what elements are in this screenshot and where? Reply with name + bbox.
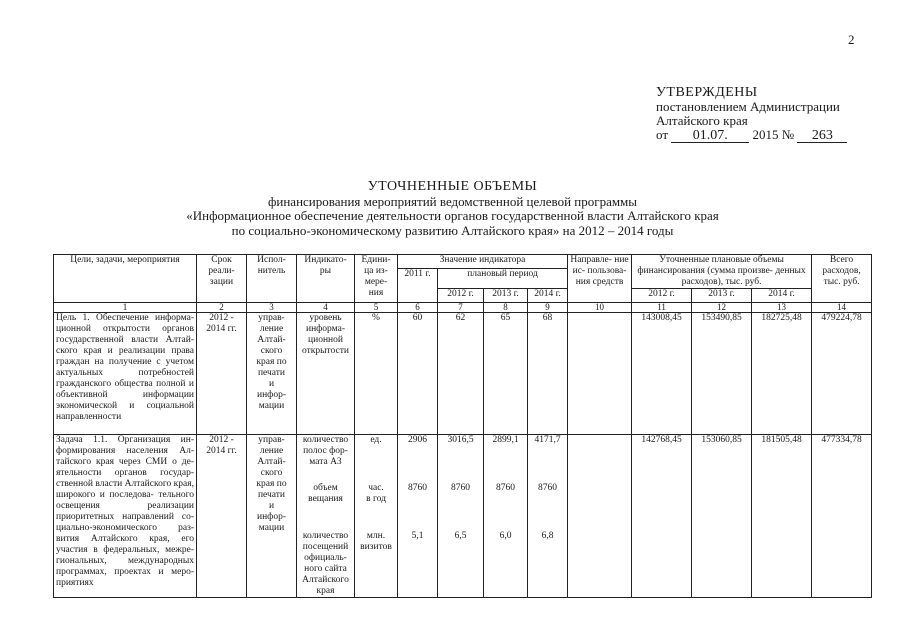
value-2011: 60 (398, 313, 438, 435)
value-2013: 65 (484, 313, 528, 435)
column-number: 5 (355, 303, 398, 313)
value-line: 4171,7 (534, 435, 561, 445)
fin-2013: 153060,85 (692, 435, 752, 598)
value-line: 3016,5 (447, 435, 474, 445)
executor-cell (247, 435, 297, 598)
executor-line: ление (259, 324, 284, 334)
indicator-line: вещания (308, 494, 343, 504)
indicator-line: объем (313, 483, 338, 493)
table-row (54, 435, 872, 598)
financing-table (53, 254, 872, 598)
indicator-line: количество (302, 435, 349, 445)
fin-2012: 143008,45 (632, 313, 692, 435)
executor-line: и (268, 501, 275, 511)
unit-line: ед. (370, 435, 382, 445)
header-indicators: Индикато- ры (297, 255, 355, 303)
executor-line: мации (258, 401, 285, 411)
table-row (54, 313, 872, 435)
executor-line: мации (258, 523, 285, 533)
executor-line: инфор- (257, 512, 286, 522)
approval-year-label: 2015 № (752, 127, 795, 142)
indicator-line: Алтайского (302, 575, 349, 585)
column-number: 6 (398, 303, 438, 313)
unit-line: в год (366, 494, 386, 504)
approval-line-2: Алтайского края (656, 113, 748, 128)
executor-line: печати (257, 490, 286, 500)
column-number: 4 (297, 303, 355, 313)
executor-line: и (268, 379, 275, 389)
value-2014 (528, 435, 568, 598)
title-line-1: финансирования мероприятий ведомственной целевой программы (267, 193, 638, 209)
indicator-line: мата А3 (309, 457, 342, 467)
executor-line: печати (257, 368, 286, 378)
value-line: 2899,1 (492, 435, 519, 445)
executor-cell (247, 313, 297, 435)
total-cell: 477334,78 (812, 435, 872, 598)
value-line: 6,8 (541, 531, 554, 541)
value-line: 5,1 (411, 531, 424, 541)
approval-date: 01.07. (671, 129, 749, 143)
indicator-cell (297, 313, 355, 435)
indicator-line: посещений (302, 542, 349, 552)
column-number: 3 (247, 303, 297, 313)
column-number: 7 (438, 303, 484, 313)
header-planned-volumes: Уточненные плановые объемы финансирования (сумма произве- денных расходов), тыс. руб. (632, 255, 812, 289)
value-2011 (398, 435, 438, 598)
column-number: 14 (812, 303, 872, 313)
indicator-line: информа- (305, 324, 345, 334)
goal-text: Цель 1. Обеспечение информа- ционной открытости органов государственной власти Алтай- ского края и реализации права граждан на получение с учетом актуальных потребностей гражданского общества полной и объективной информации экономической и социальной направленности (54, 313, 197, 435)
column-number: 1 (54, 303, 197, 313)
header-fin-2014: 2014 г. (752, 289, 812, 303)
indicator-cell (297, 435, 355, 598)
header-2012: 2012 г. (438, 289, 484, 303)
approval-from-label: от (656, 127, 669, 142)
column-number: 2 (197, 303, 247, 313)
approval-stamp (656, 86, 847, 143)
indicator-line: ного сайта (304, 564, 347, 574)
header-executor: Испол- нитель (247, 255, 297, 303)
title-line-3: по социально-экономическому развитию Алтайского края» на 2012 – 2014 годы (231, 222, 674, 238)
header-2011: 2011 г. (398, 269, 438, 303)
value-line: 6,5 (454, 531, 467, 541)
column-number: 13 (752, 303, 812, 313)
approval-heading: УТВЕРЖДЕНЫ (656, 85, 758, 100)
direction-cell (568, 313, 632, 435)
executor-line: ление (259, 446, 284, 456)
header-2014: 2014 г. (528, 289, 568, 303)
value-2012: 62 (438, 313, 484, 435)
unit-line: млн. (366, 531, 386, 541)
column-number-row (54, 303, 872, 313)
header-total: Всего расходов, тыс. руб. (812, 255, 872, 303)
indicator-line: края (316, 586, 335, 596)
approval-number: 263 (797, 129, 847, 143)
indicator-line: полос фор- (303, 446, 348, 456)
value-line: 8760 (408, 483, 427, 493)
fin-2014: 182725,48 (752, 313, 812, 435)
approval-date-line (656, 128, 847, 143)
header-direction: Направле- ние ис- пользова- ния средств (568, 255, 632, 303)
approval-line-1: постановлением Администрации (656, 99, 840, 114)
value-line: 8760 (496, 483, 515, 493)
header-fin-2012: 2012 г. (632, 289, 692, 303)
column-number: 9 (528, 303, 568, 313)
executor-line: управ- (258, 435, 285, 445)
value-2012 (438, 435, 484, 598)
title-line-2: «Информационное обеспечение деятельности органов государственной власти Алтайского края (186, 208, 719, 223)
title-main: УТОЧНЕННЫЕ ОБЪЕМЫ (367, 179, 538, 194)
value-line: 2906 (408, 435, 427, 445)
header-unit: Едини- ца из- мере- ния (355, 255, 398, 303)
page-number: 2 (848, 32, 855, 47)
direction-cell (568, 435, 632, 598)
executor-line: Алтай- (257, 457, 286, 467)
fin-2012: 142768,45 (632, 435, 692, 598)
unit-cell: % (355, 313, 398, 435)
header-goals: Цели, задачи, мероприятия (54, 255, 197, 303)
unit-line: час. (368, 483, 384, 493)
executor-line: края по (256, 479, 287, 489)
fin-2014: 181505,48 (752, 435, 812, 598)
unit-cell (355, 435, 398, 598)
goal-text: Задача 1.1. Организация ин- формирования населения Ал- тайского края через СМИ о де- ятельности органов государ- ственной власти Алтайского края, широкого и последова- тельного освещения реализации приоритетных направлений со- циально-экономического раз- вития Алтайского края, его участия в федеральных, межре- гиональных, международных программах, проектах и меро- приятиях (54, 435, 197, 598)
indicator-line: ционной (308, 335, 343, 345)
column-number: 10 (568, 303, 632, 313)
header-planned-period: плановый период (438, 269, 568, 289)
executor-line: ского (260, 346, 283, 356)
total-cell: 479224,78 (812, 313, 872, 435)
executor-line: инфор- (257, 390, 286, 400)
value-line: 6,0 (499, 531, 512, 541)
executor-line: края по (256, 357, 287, 367)
header-term: Срок реали- зации (197, 255, 247, 303)
value-2014: 68 (528, 313, 568, 435)
value-line: 8760 (451, 483, 470, 493)
document-title (0, 180, 905, 238)
executor-line: управ- (258, 313, 285, 323)
value-2013 (484, 435, 528, 598)
value-line: 8760 (538, 483, 558, 493)
column-number: 12 (692, 303, 752, 313)
indicator-line: открытости (302, 346, 349, 356)
column-number: 11 (632, 303, 692, 313)
indicator-line: количество (302, 531, 349, 541)
term-cell: 2012 - 2014 гг. (197, 435, 247, 598)
header-indicator-value: Значение индикатора (398, 255, 568, 269)
indicator-line: официаль- (304, 553, 347, 563)
header-fin-2013: 2013 г. (692, 289, 752, 303)
unit-line: визитов (360, 542, 392, 552)
header-2013: 2013 г. (484, 289, 528, 303)
column-number: 8 (484, 303, 528, 313)
term-cell: 2012 - 2014 гг. (197, 313, 247, 435)
indicator-line: уровень (309, 313, 342, 323)
executor-line: Алтай- (257, 335, 286, 345)
fin-2013: 153490,85 (692, 313, 752, 435)
executor-line: ского (260, 468, 283, 478)
